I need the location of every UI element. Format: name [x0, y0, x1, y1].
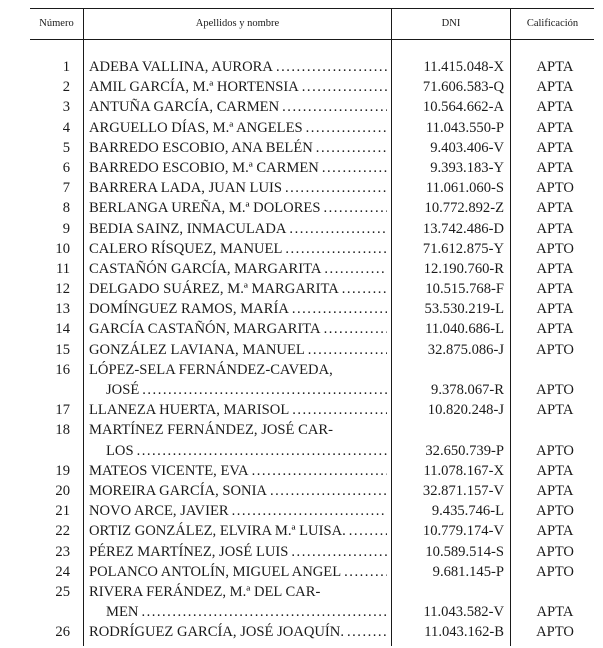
table-row [30, 259, 594, 279]
row-number: 9 [62, 220, 70, 237]
table-row [30, 158, 594, 178]
row-dni: 71.612.875-Y [422, 240, 504, 257]
row-dni: 10.515.768-F [425, 281, 504, 298]
row-name: ARGUELLO DÍAS, M.ª ANGELES ..... [89, 118, 387, 138]
row-dni: 9.393.183-Y [430, 159, 504, 176]
row-dni: 9.378.067-R [431, 382, 504, 398]
row-calificacion: APTA [536, 281, 574, 298]
row-dni: 9.435.746-L [431, 503, 504, 520]
row-name: BARREDO ESCOBIO, M.ª CARMEN ..... [89, 158, 387, 178]
row-dni: 32.871.157-V [422, 482, 504, 499]
row-name: CALERO RÍSQUEZ, MANUEL ..... [89, 239, 387, 259]
row-dni: 10.779.174-V [422, 523, 504, 540]
row-number: 13 [55, 301, 70, 318]
table-row [30, 542, 594, 562]
row-calificacion: APTO [536, 624, 574, 641]
row-name: BEDIA SAINZ, INMACULADA ..... [89, 219, 387, 239]
row-dni: 10.589.514-S [425, 543, 504, 560]
row-name: BARRERA LADA, JUAN LUIS ..... [89, 178, 387, 198]
row-dni: 11.415.048-X [423, 59, 504, 75]
row-name-continuation: JOSÉ ..... [89, 380, 387, 400]
row-calificacion: APTA [536, 402, 574, 419]
row-calificacion: APTA [536, 59, 574, 75]
row-name: NOVO ARCE, JAVIER ..... [89, 501, 387, 521]
results-table [30, 8, 594, 646]
table-row [30, 239, 594, 259]
row-number: 6 [62, 159, 70, 176]
row-name: GONZÁLEZ LAVIANA, MANUEL ..... [89, 340, 387, 360]
row-number: 2 [62, 79, 70, 96]
row-name: RIVERA FERÁNDEZ, M.ª DEL CAR- [89, 583, 321, 600]
table-row [30, 461, 594, 481]
table-row [30, 400, 594, 420]
row-number: 7 [62, 180, 70, 197]
row-name: MATEOS VICENTE, EVA ..... [89, 461, 387, 481]
row-calificacion: APTO [536, 382, 574, 398]
row-number: 14 [55, 321, 70, 338]
table-row-continuation [30, 441, 594, 461]
row-calificacion: APTA [536, 523, 574, 540]
row-calificacion: APTA [536, 220, 574, 237]
row-number: 3 [62, 99, 70, 116]
table-row [30, 582, 594, 602]
row-number: 8 [62, 200, 70, 217]
row-calificacion: APTA [536, 119, 574, 136]
row-number: 26 [55, 624, 70, 641]
row-name: MOREIRA GARCÍA, SONIA ..... [89, 481, 387, 501]
row-name: ADEBA VALLINA, AURORA ..... [89, 57, 387, 77]
row-dni: 9.403.406-V [430, 139, 504, 156]
row-calificacion: APTO [536, 240, 574, 257]
row-number: 15 [55, 341, 70, 358]
row-name-continuation: MEN ..... [89, 602, 387, 622]
row-name: GARCÍA CASTAÑÓN, MARGARITA ..... [89, 319, 387, 339]
row-name: MARTÍNEZ FERNÁNDEZ, JOSÉ CAR- [89, 422, 333, 439]
table-row [30, 299, 594, 319]
row-dni: 11.043.582-V [423, 604, 504, 621]
row-number: 11 [55, 260, 70, 277]
row-dni: 53.530.219-L [424, 301, 504, 318]
row-name: CASTAÑÓN GARCÍA, MARGARITA ..... [89, 259, 387, 279]
row-dni: 10.820.248-J [427, 402, 504, 419]
table-row [30, 279, 594, 299]
row-dni: 11.078.167-X [423, 462, 504, 479]
row-name: BERLANGA UREÑA, M.ª DOLORES ..... [89, 198, 387, 218]
row-dni: 12.190.760-R [423, 260, 504, 277]
row-dni: 11.040.686-L [425, 321, 504, 338]
row-calificacion: APTO [536, 442, 574, 459]
row-name: AMIL GARCÍA, M.ª HORTENSIA ..... [89, 77, 387, 97]
table-row [30, 501, 594, 521]
row-dni: 32.650.739-P [425, 442, 504, 459]
table-row [30, 622, 594, 642]
table-row [30, 562, 594, 582]
row-name: ORTIZ GONZÁLEZ, ELVIRA M.ª LUISA. ..... [89, 521, 387, 541]
row-calificacion: APTA [536, 604, 574, 621]
row-name-continuation: LOS ..... [89, 441, 387, 461]
row-calificacion: APTA [536, 260, 574, 277]
row-calificacion: APTO [536, 503, 574, 520]
row-calificacion: APTA [536, 99, 574, 116]
row-number: 18 [55, 422, 70, 439]
row-dni: 9.681.145-P [432, 563, 504, 580]
row-calificacion: APTO [536, 543, 574, 560]
row-number: 16 [55, 361, 70, 378]
row-name: ANTUÑA GARCÍA, CARMEN ..... [89, 97, 387, 117]
row-number: 24 [55, 563, 70, 580]
row-name: DOMÍNGUEZ RAMOS, MARÍA ..... [89, 299, 387, 319]
row-dni: 10.772.892-Z [424, 200, 504, 217]
table-row [30, 138, 594, 158]
row-number: 20 [55, 482, 70, 499]
row-calificacion: APTA [536, 301, 574, 318]
row-dni: 11.043.162-B [424, 624, 504, 641]
row-dni: 13.742.486-D [422, 220, 504, 237]
table-row [30, 118, 594, 138]
row-number: 21 [55, 503, 70, 520]
row-number: 19 [55, 462, 70, 479]
table-row [30, 178, 594, 198]
row-number: 4 [62, 119, 70, 136]
table-row [30, 481, 594, 501]
row-number: 12 [55, 281, 70, 298]
header-dni: DNI [441, 18, 461, 29]
table-row [30, 420, 594, 440]
header-calificacion: Calificación [526, 18, 579, 29]
table-body [30, 57, 594, 642]
row-calificacion: APTA [536, 139, 574, 156]
row-calificacion: APTA [536, 321, 574, 338]
table-row [30, 521, 594, 541]
row-number: 25 [55, 583, 70, 600]
row-number: 1 [62, 59, 70, 75]
row-dni: 71.606.583-Q [422, 79, 504, 96]
row-calificacion: APTO [536, 180, 574, 197]
row-name: LÓPEZ-SELA FERNÁNDEZ-CAVEDA, [89, 361, 333, 378]
row-number: 22 [55, 523, 70, 540]
row-calificacion: APTA [536, 462, 574, 479]
header-apellidos: Apellidos y nombre [195, 18, 280, 29]
row-calificacion: APTA [536, 482, 574, 499]
table-row-continuation [30, 602, 594, 622]
row-calificacion: APTA [536, 200, 574, 217]
row-calificacion: APTO [536, 341, 574, 358]
row-number: 10 [55, 240, 70, 257]
row-name: RODRÍGUEZ GARCÍA, JOSÉ JOAQUÍN. ..... [89, 622, 387, 642]
table-row [30, 340, 594, 360]
row-number: 23 [55, 543, 70, 560]
table-row [30, 97, 594, 117]
table-row [30, 77, 594, 97]
table-row [30, 219, 594, 239]
table-row [30, 319, 594, 339]
table-row-continuation [30, 380, 594, 400]
row-dni: 11.061.060-S [425, 180, 504, 197]
row-number: 17 [55, 402, 70, 419]
row-calificacion: APTA [536, 159, 574, 176]
row-dni: 32.875.086-J [427, 341, 504, 358]
table-row [30, 360, 594, 380]
row-calificacion: APTO [536, 563, 574, 580]
table-row [30, 198, 594, 218]
row-calificacion: APTA [536, 79, 574, 96]
row-name: DELGADO SUÁREZ, M.ª MARGARITA ..... [89, 279, 387, 299]
row-name: PÉREZ MARTÍNEZ, JOSÉ LUIS ..... [89, 542, 387, 562]
row-name: LLANEZA HUERTA, MARISOL ..... [89, 400, 387, 420]
row-dni: 11.043.550-P [425, 119, 504, 136]
row-name: POLANCO ANTOLÍN, MIGUEL ANGEL ..... [89, 562, 387, 582]
header-numero: Número [39, 18, 74, 29]
row-dni: 10.564.662-A [422, 99, 504, 116]
row-name: BARREDO ESCOBIO, ANA BELÉN ..... [89, 138, 387, 158]
row-number: 5 [62, 139, 70, 156]
table-row [30, 57, 594, 77]
